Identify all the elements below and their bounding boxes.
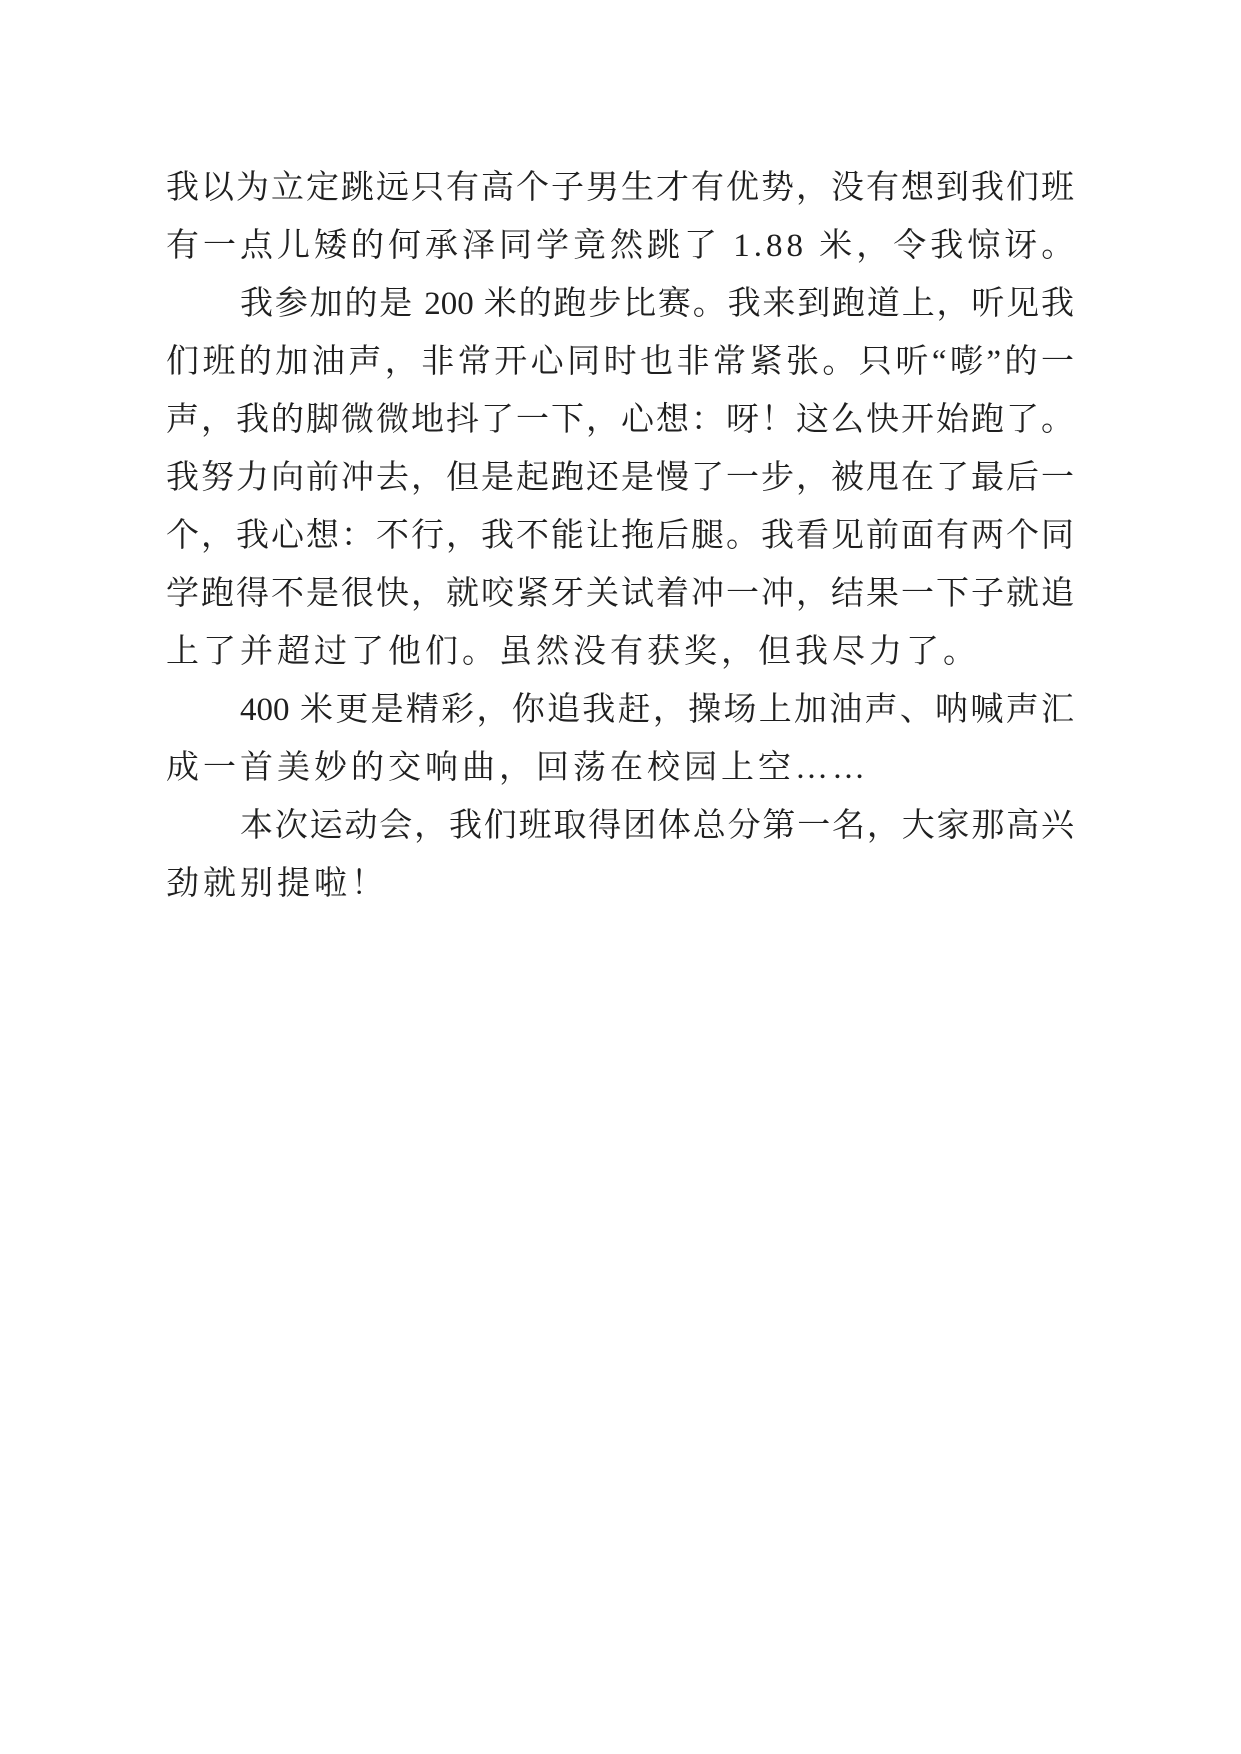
text-line: 400 米更是精彩，你追我赶，操场上加油声、呐喊声汇: [240, 692, 1074, 728]
text-line: 劲就别提啦！: [166, 866, 388, 902]
text-line: 们班的加油声，非常开心同时也非常紧张。只听“嘭”的一: [166, 344, 1074, 380]
text-line: 个，我心想：不行，我不能让拖后腿。我看见前面有两个同: [166, 518, 1074, 554]
text-line: 我以为立定跳远只有高个子男生才有优势，没有想到我们班: [166, 170, 1074, 206]
text-line: 我参加的是 200 米的跑步比赛。我来到跑道上，听见我: [240, 286, 1074, 322]
text-line: 我努力向前冲去，但是起跑还是慢了一步，被甩在了最后一: [166, 460, 1074, 496]
text-line: 上了并超过了他们。虽然没有获奖，但我尽力了。: [166, 634, 980, 670]
text-line: 成一首美妙的交响曲，回荡在校园上空……: [166, 750, 869, 786]
essay-body: [166, 159, 1079, 913]
text-line: 本次运动会，我们班取得团体总分第一名，大家那高兴: [240, 808, 1074, 844]
text-line: 学跑得不是很快，就咬紧牙关试着冲一冲，结果一下子就追: [166, 576, 1074, 612]
text-line: 声，我的脚微微地抖了一下，心想：呀！这么快开始跑了。: [166, 402, 1074, 438]
text-line: 有一点儿矮的何承泽同学竟然跳了 1.88 米，令我惊讶。: [166, 228, 1079, 264]
